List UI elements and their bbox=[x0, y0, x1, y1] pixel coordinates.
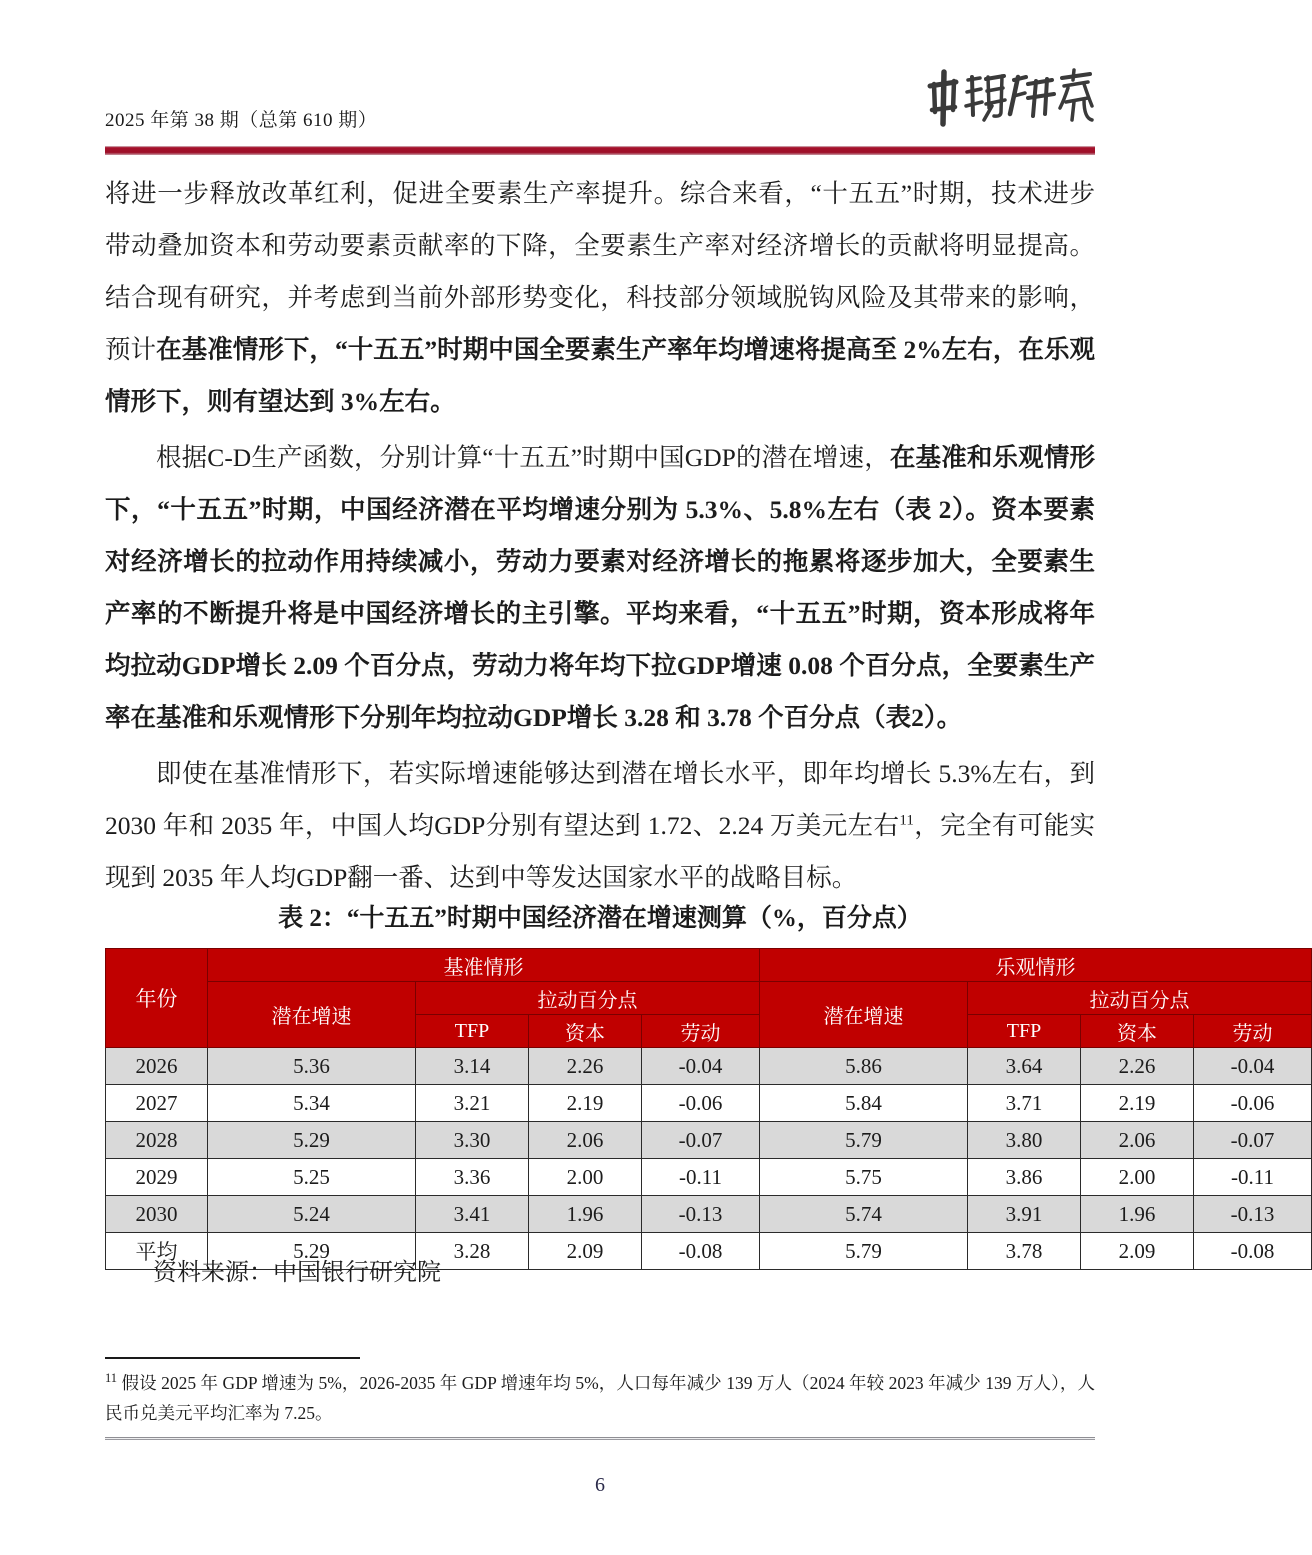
table-row bbox=[106, 1048, 1312, 1085]
cell-base-potential: 5.24 bbox=[208, 1196, 416, 1233]
header-baseline-capital: 资本 bbox=[529, 1015, 642, 1048]
cell-year: 2029 bbox=[106, 1159, 208, 1196]
paragraph-2-bold: 在基准和乐观情形下，“十五五”时期，中国经济潜在平均增速分别为 5.3%、5.8%左右（表 2）。资本要素对经济增长的拉动作用持续减小，劳动力要素对经济增长的拖累将逐步加大，全要素生产率的不断提升将是中国经济增长的主引擎。平均来看，“十五五”时期，资本形成将年均拉动GDP增长 2.09 个百分点，劳动力将年均下拉GDP增速 0.08 个百分点，全要素生产率在基准和乐观情形下分别年均拉动GDP增长 3.28 和 3.78 个百分点（表2）。 bbox=[105, 443, 1095, 732]
cell-opt-capital: 2.06 bbox=[1081, 1122, 1194, 1159]
cell-base-potential: 5.25 bbox=[208, 1159, 416, 1196]
cell-base-labor: -0.08 bbox=[642, 1233, 760, 1270]
cell-opt-tfp: 3.86 bbox=[968, 1159, 1081, 1196]
cell-base-potential: 5.29 bbox=[208, 1122, 416, 1159]
cell-base-labor: -0.04 bbox=[642, 1048, 760, 1085]
cell-base-capital: 2.00 bbox=[529, 1159, 642, 1196]
cell-base-potential: 5.34 bbox=[208, 1085, 416, 1122]
cell-opt-labor: -0.13 bbox=[1194, 1196, 1312, 1233]
cell-opt-labor: -0.04 bbox=[1194, 1048, 1312, 1085]
cell-base-potential: 5.36 bbox=[208, 1048, 416, 1085]
header-scenario-optimistic: 乐观情形 bbox=[760, 949, 1312, 982]
table-header bbox=[106, 949, 1312, 1048]
cell-opt-capital: 2.19 bbox=[1081, 1085, 1194, 1122]
table-row bbox=[106, 1196, 1312, 1233]
footnote-11 bbox=[105, 1368, 1095, 1428]
cell-base-tfp: 3.14 bbox=[416, 1048, 529, 1085]
cell-base-labor: -0.07 bbox=[642, 1122, 760, 1159]
footer-rule bbox=[105, 1437, 1095, 1440]
header-baseline-labor: 劳动 bbox=[642, 1015, 760, 1048]
cell-opt-potential: 5.84 bbox=[760, 1085, 968, 1122]
cell-base-capital: 2.06 bbox=[529, 1122, 642, 1159]
issue-line: 2025 年第 38 期（总第 610 期） bbox=[105, 110, 378, 131]
cell-opt-labor: -0.08 bbox=[1194, 1233, 1312, 1270]
cell-opt-labor: -0.11 bbox=[1194, 1159, 1312, 1196]
cell-base-tfp: 3.21 bbox=[416, 1085, 529, 1122]
cell-opt-tfp: 3.91 bbox=[968, 1196, 1081, 1233]
cell-base-tfp: 3.41 bbox=[416, 1196, 529, 1233]
cell-year: 2027 bbox=[106, 1085, 208, 1122]
potential-growth-table bbox=[105, 948, 1312, 1270]
footnote-marker-11[interactable]: 11 bbox=[899, 812, 914, 829]
header-year: 年份 bbox=[106, 949, 208, 1048]
header-rule bbox=[105, 146, 1095, 155]
document-body bbox=[105, 168, 1095, 908]
table-header-row-1 bbox=[106, 949, 1312, 982]
cell-opt-capital: 2.00 bbox=[1081, 1159, 1194, 1196]
cell-opt-potential: 5.79 bbox=[760, 1122, 968, 1159]
cell-opt-tfp: 3.80 bbox=[968, 1122, 1081, 1159]
table-row bbox=[106, 1085, 1312, 1122]
header-optimistic-capital: 资本 bbox=[1081, 1015, 1194, 1048]
cell-year: 平均 bbox=[106, 1233, 208, 1270]
cell-opt-potential: 5.79 bbox=[760, 1233, 968, 1270]
footnote-text: 假设 2025 年 GDP 增速为 5%，2026-2035 年 GDP 增速年均 5%，人口每年减少 139 万人（2024 年较 2023 年减少 139 万人），人民币兑美元平均汇率为 7.25。 bbox=[105, 1373, 1096, 1423]
cell-base-labor: -0.13 bbox=[642, 1196, 760, 1233]
cell-base-potential: 5.29 bbox=[208, 1233, 416, 1270]
cell-opt-potential: 5.75 bbox=[760, 1159, 968, 1196]
header-optimistic-tfp: TFP bbox=[968, 1015, 1081, 1048]
cell-base-capital: 2.26 bbox=[529, 1048, 642, 1085]
cell-year: 2026 bbox=[106, 1048, 208, 1085]
cell-base-capital: 1.96 bbox=[529, 1196, 642, 1233]
cell-opt-tfp: 3.78 bbox=[968, 1233, 1081, 1270]
table-body bbox=[106, 1048, 1312, 1270]
table-title: 表 2：“十五五”时期中国经济潜在增速测算（%，百分点） bbox=[278, 905, 922, 932]
cell-opt-labor: -0.07 bbox=[1194, 1122, 1312, 1159]
cell-base-tfp: 3.30 bbox=[416, 1122, 529, 1159]
cell-opt-capital: 1.96 bbox=[1081, 1196, 1194, 1233]
header-baseline-tfp: TFP bbox=[416, 1015, 529, 1048]
footnote-separator bbox=[105, 1357, 360, 1359]
cell-opt-tfp: 3.71 bbox=[968, 1085, 1081, 1122]
cell-opt-potential: 5.86 bbox=[760, 1048, 968, 1085]
cell-opt-capital: 2.09 bbox=[1081, 1233, 1194, 1270]
brand-logo-zhongyin-yanjiu-icon bbox=[922, 68, 1097, 130]
cell-opt-tfp: 3.64 bbox=[968, 1048, 1081, 1085]
paragraph-3 bbox=[105, 748, 1095, 904]
cell-base-tfp: 3.36 bbox=[416, 1159, 529, 1196]
header-optimistic-contribution: 拉动百分点 bbox=[968, 982, 1312, 1015]
paragraph-2 bbox=[105, 432, 1095, 744]
cell-opt-potential: 5.74 bbox=[760, 1196, 968, 1233]
header-baseline-potential: 潜在增速 bbox=[208, 982, 416, 1048]
paragraph-1-bold: 在基准情形下，“十五五”时期中国全要素生产率年均增速将提高至 2%左右，在乐观情形下，则有望达到 3%左右。 bbox=[105, 335, 1095, 416]
page-number: 6 bbox=[595, 1474, 605, 1496]
cell-base-labor: -0.11 bbox=[642, 1159, 760, 1196]
cell-base-tfp: 3.28 bbox=[416, 1233, 529, 1270]
cell-opt-labor: -0.06 bbox=[1194, 1085, 1312, 1122]
paragraph-1 bbox=[105, 168, 1095, 428]
footnote-number: 11 bbox=[105, 1371, 118, 1386]
table-header-row-2 bbox=[106, 982, 1312, 1015]
table-row bbox=[106, 1159, 1312, 1196]
header-optimistic-potential: 潜在增速 bbox=[760, 982, 968, 1048]
header-baseline-contribution: 拉动百分点 bbox=[416, 982, 760, 1015]
paragraph-2-lead: 根据C-D生产函数，分别计算“十五五”时期中国GDP的潜在增速， bbox=[156, 443, 890, 472]
table-source-note: 资料来源：中国银行研究院 bbox=[153, 1260, 441, 1286]
paragraph-1-lead: 将进一步释放改革红利，促进全要素生产率提升。综合来看，“十五五”时期，技术进步带动叠加资本和劳动要素贡献率的下降，全要素生产率对经济增长的贡献将明显提高。结合现有研究，并考虑到当前外部形势变化，科技部分领域脱钩风险及其带来的影响，预计 bbox=[105, 179, 1095, 364]
paragraph-3-text-before: 即使在基准情形下，若实际增速能够达到潜在增长水平，即年均增长 5.3%左右，到 2030 年和 2035 年，中国人均GDP分别有望达到 1.72、2.24 万美元左右 bbox=[105, 759, 1095, 840]
header-scenario-baseline: 基准情形 bbox=[208, 949, 760, 982]
cell-year: 2028 bbox=[106, 1122, 208, 1159]
cell-base-labor: -0.06 bbox=[642, 1085, 760, 1122]
page-header bbox=[105, 72, 1095, 150]
cell-base-capital: 2.19 bbox=[529, 1085, 642, 1122]
cell-base-capital: 2.09 bbox=[529, 1233, 642, 1270]
cell-opt-capital: 2.26 bbox=[1081, 1048, 1194, 1085]
cell-year: 2030 bbox=[106, 1196, 208, 1233]
header-optimistic-labor: 劳动 bbox=[1194, 1015, 1312, 1048]
table-row bbox=[106, 1122, 1312, 1159]
paragraph-3-text-after: ，完全有可能实现到 2035 年人均GDP翻一番、达到中等发达国家水平的战略目标。 bbox=[105, 811, 1095, 892]
